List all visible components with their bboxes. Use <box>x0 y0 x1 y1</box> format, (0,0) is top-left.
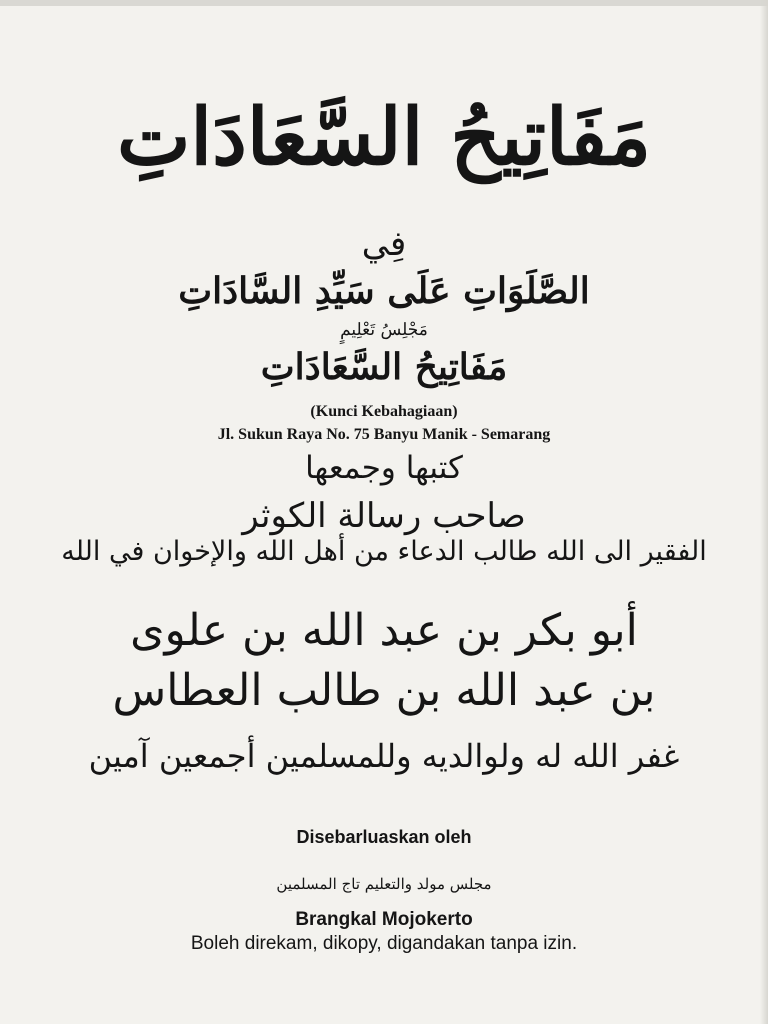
organization-name: مَفَاتِيحُ السَّعَادَاتِ <box>260 346 508 388</box>
author-name-line-1: أبو بكر بن عبد الله بن علوى <box>130 605 638 656</box>
book-title: مَفَاتِيحُ السَّعَادَاتِ <box>116 92 651 183</box>
majlis-label: مَجْلِسُ تَعْلِيمٍ <box>340 320 428 340</box>
prayer-line: غفر الله له ولوالديه وللمسلمين أجمعين آمين <box>88 737 680 775</box>
author-title: صاحب رسالة الكوثر <box>242 496 526 536</box>
scan-top-edge <box>0 0 768 6</box>
distributor-arabic-name: مجلس مولد والتعليم تاج المسلمين <box>276 875 492 893</box>
subtitle-preposition: فِي <box>361 224 407 264</box>
compiled-by-heading: كتبها وجمعها <box>305 450 463 486</box>
translation-label: (Kunci Kebahagiaan) <box>310 403 458 420</box>
subtitle-salawat: الصَّلَوَاتِ عَلَى سَيِّدِ السَّادَاتِ <box>178 270 590 312</box>
distributed-by-label: Disebarluaskan oleh <box>296 827 472 847</box>
distributor-location: Brangkal Mojokerto <box>295 909 473 930</box>
address-line: Jl. Sukun Raya No. 75 Banyu Manik - Semarang <box>217 426 551 443</box>
author-humility-line: الفقير الى الله طالب الدعاء من أهل الله والإخوان في الله <box>61 536 707 567</box>
author-name-line-2: بن عبد الله بن طالب العطاس <box>112 665 656 716</box>
copy-permission-note: Boleh direkam, dikopy, digandakan tanpa izin. <box>190 933 578 954</box>
